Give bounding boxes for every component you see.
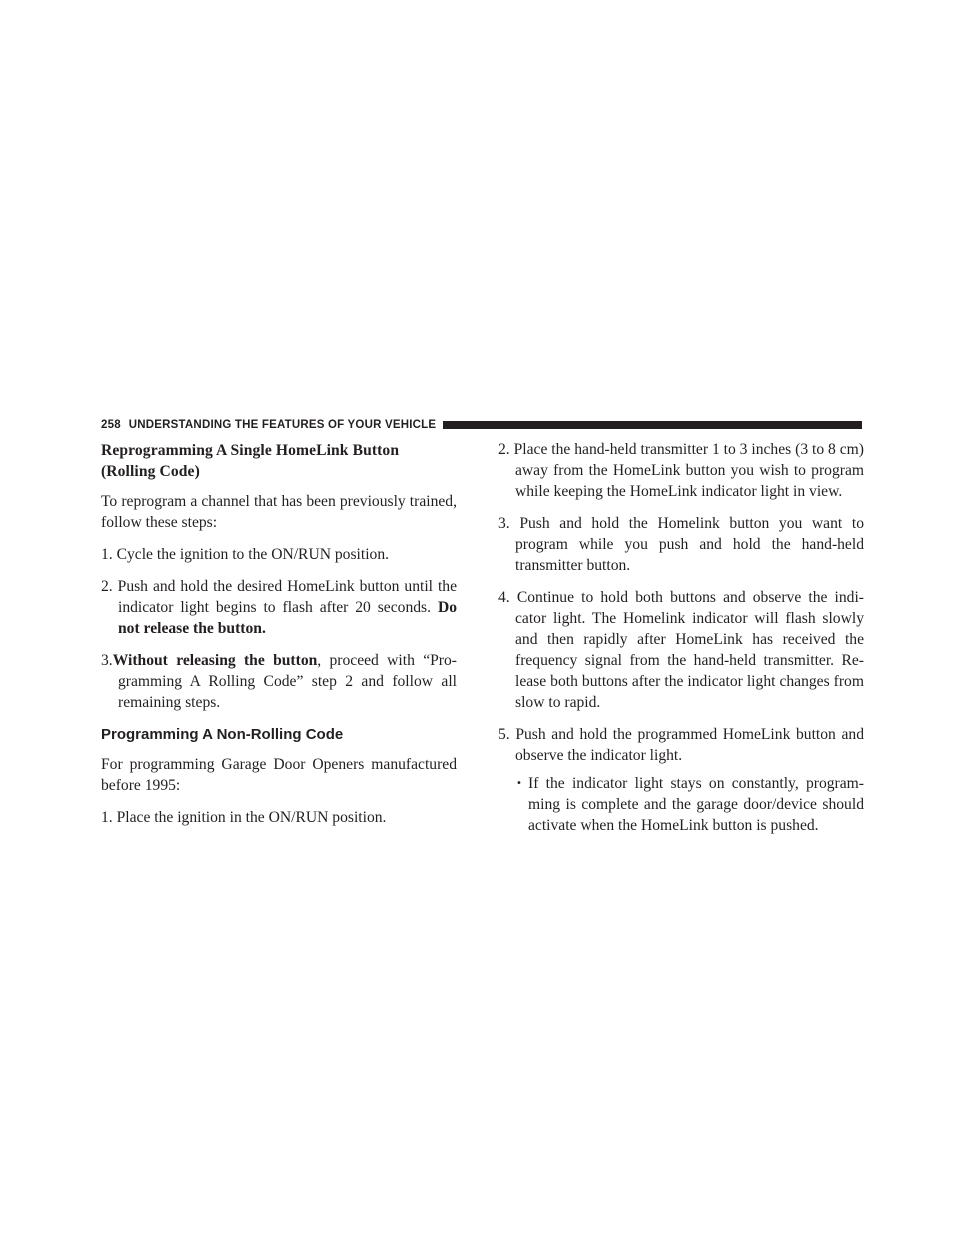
right-column: [498, 440, 864, 836]
sub-heading-line2: (Rolling Code): [101, 463, 200, 480]
section-heading: Programming A Non-Rolling Code: [101, 726, 344, 743]
page-header: [101, 416, 862, 434]
step-3: [101, 650, 457, 713]
step-2-warning: Do not release the button.: [118, 599, 457, 637]
section-intro: For programming Garage Door Openers manufactured before 1995:: [101, 756, 457, 794]
step-1: 1. Cycle the ignition to the ON/RUN position.: [101, 546, 390, 563]
bullet-mark: •: [516, 778, 522, 789]
header-rule: [443, 421, 862, 429]
step-2: [101, 576, 457, 639]
intro-paragraph: To reprogram a channel that has been previously trained, follow these steps:: [101, 493, 457, 531]
step-3-push-hold: 3. Push and hold the Homelink button you want to program while you push and hold the hand-held transmitter button.: [498, 515, 864, 574]
page-number: 258: [101, 419, 121, 431]
sub-heading-line1: Reprogramming A Single HomeLink Button: [101, 442, 400, 459]
chapter-title: UNDERSTANDING THE FEATURES OF YOUR VEHICLE: [128, 419, 437, 431]
step-3-bold: Without releasing the button: [112, 652, 318, 669]
bullet-item: [516, 773, 864, 836]
step-2-place-transmitter: 2. Place the hand-held transmitter 1 to 3 inches (3 to 8 cm) away from the HomeLink button you wish to program while keeping the HomeLink indicator light in view.: [498, 441, 864, 500]
step-4-observe: 4. Continue to hold both buttons and observe the indi-cator light. The Homelink indicator will flash slowly and then rapidly after HomeLink has received the frequency signal from the hand-held transmitter. Re-lease both buttons after the indicator light changes from slow to rapid.: [498, 589, 864, 711]
step-3-number: 3.: [101, 652, 113, 669]
step-2-text: 2. Push and hold the desired HomeLink button until the indicator light begins to flash after 20 seconds.: [101, 578, 457, 616]
section-step-1: 1. Place the ignition in the ON/RUN position.: [101, 809, 387, 826]
left-column: [101, 440, 457, 839]
sub-heading: [101, 440, 457, 482]
bullet-text: If the indicator light stays on constantly, program-ming is complete and the garage door/device should activate when the HomeLink button is pushed.: [528, 775, 864, 834]
step-3-text: , proceed with “Pro-gramming A Rolling Code” step 2 and follow all remaining steps.: [118, 652, 457, 711]
step-5-programmed: 5. Push and hold the programmed HomeLink button and observe the indicator light.: [498, 726, 864, 764]
